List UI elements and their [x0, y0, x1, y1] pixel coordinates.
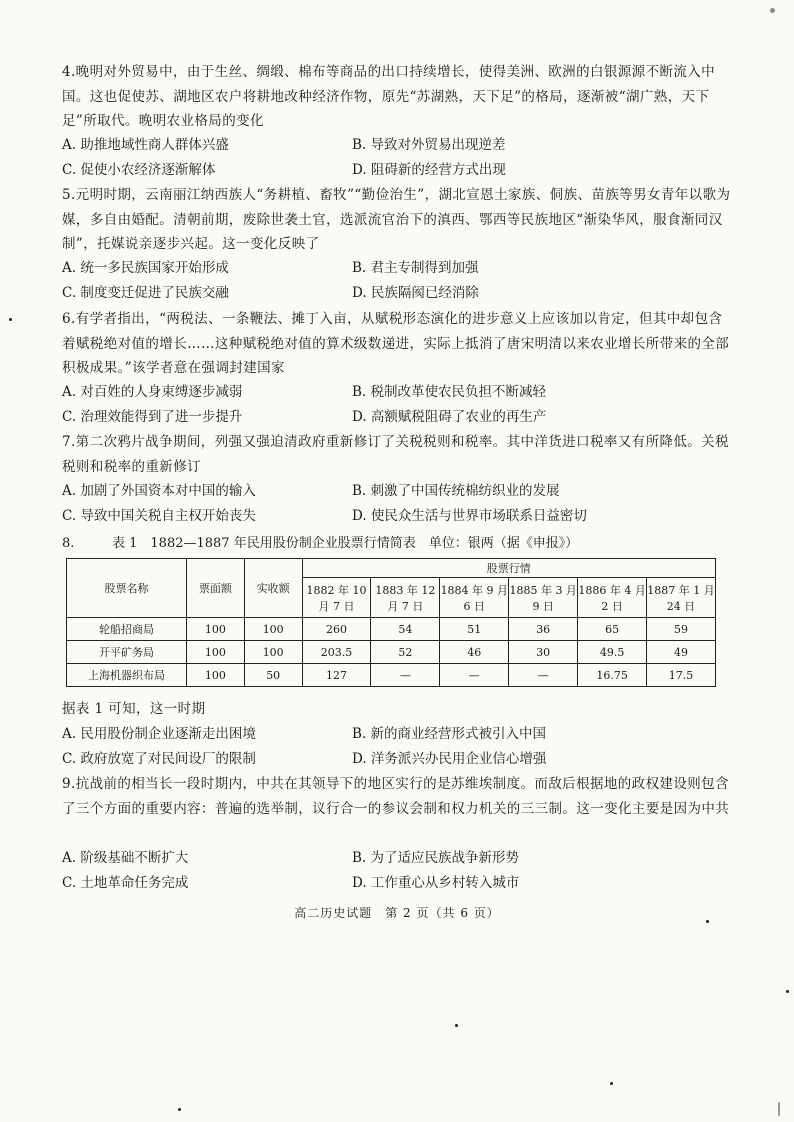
cell-value: 51: [440, 618, 509, 641]
header-date: 1885 年 3 月 9 日: [509, 578, 578, 618]
question-7-stem: 7.第二次鸦片战争期间，列强又强迫清政府重新修订了关税税则和税率。其中洋货进口税率又有所降低。关税税则和税率的重新修订: [62, 434, 729, 475]
header-market: 股票行情: [302, 559, 715, 578]
option-a[interactable]: A. 助推地域性商人群体兴盛: [62, 137, 229, 153]
cell-paid: 100: [244, 641, 302, 664]
cell-value: 49: [647, 641, 716, 664]
question-8-number: 8.: [62, 536, 75, 551]
option-d[interactable]: D. 洋务派兴办民用企业信心增强: [352, 750, 547, 767]
table-row: [67, 641, 716, 664]
header-date: 1883 年 12 月 7 日: [371, 578, 440, 618]
cell-value: 17.5: [647, 664, 716, 687]
option-d[interactable]: D. 民族隔阂已经消除: [352, 284, 479, 301]
cell-paid: 50: [244, 664, 302, 687]
option-a[interactable]: A. 对百姓的人身束缚逐步减弱: [62, 384, 243, 400]
option-b[interactable]: B. 导致对外贸易出现逆差: [352, 137, 506, 153]
cell-value: 59: [647, 618, 716, 641]
cell-value: 30: [509, 641, 578, 664]
table-row: [67, 664, 716, 687]
question-6-stem: 6.有学者指出，“两税法、一条鞭法、摊丁入亩，从赋税形态演化的进步意义上应该加以肯定，但其中却包含着赋税绝对值的增长……这种赋税绝对值的算术级数递进，实际上抵消了唐宋明清以来农业增长所带来的全部积极成果。”该学者意在强调封建国家: [62, 311, 730, 376]
cell-value: —: [371, 664, 440, 687]
option-a[interactable]: A. 加剧了外国资本对中国的输入: [62, 483, 256, 499]
cell-value: —: [440, 664, 509, 687]
scan-speck: [9, 318, 12, 321]
stock-table: [66, 558, 716, 687]
cell-value: 49.5: [578, 641, 647, 664]
option-c[interactable]: C. 土地革命任务完成: [62, 874, 189, 891]
option-d[interactable]: D. 使民众生活与世界市场联系日益密切: [352, 507, 587, 524]
option-c[interactable]: C. 治理效能得到了进一步提升: [62, 408, 243, 425]
scan-speck: [706, 920, 709, 923]
cell-value: 127: [302, 664, 371, 687]
scan-speck: [610, 1082, 613, 1085]
option-b[interactable]: B. 刺激了中国传统棉纺织业的发展: [352, 483, 560, 499]
cell-value: 260: [302, 618, 371, 641]
header-stock-name: 股票名称: [67, 559, 187, 618]
option-b[interactable]: B. 为了适应民族战争新形势: [352, 850, 520, 866]
cell-value: 65: [578, 618, 647, 641]
table-row: [67, 618, 716, 641]
header-date: 1884 年 9 月 6 日: [440, 578, 509, 618]
question-9-stem: 9.抗战前的相当长一段时期内，中共在其领导下的地区实行的是苏维埃制度。而敌后根据地的政权建设则包含了三个方面的重要内容：普遍的选举制，议行合一的参议会制和权力机关的三三制。这一变化主要是因为中共: [62, 776, 730, 817]
cell-face: 100: [187, 641, 245, 664]
option-c[interactable]: C. 制度变迁促进了民族交融: [62, 284, 229, 301]
option-b[interactable]: B. 君主专制得到加强: [352, 260, 479, 276]
question-8-prompt: 据表 1 可知，这一时期: [62, 701, 206, 717]
option-d[interactable]: D. 高额赋税阻碍了农业的再生产: [352, 408, 547, 425]
header-date: 1882 年 10 月 7 日: [302, 578, 371, 618]
cell-face: 100: [187, 664, 245, 687]
option-b[interactable]: B. 税制改革使农民负担不断减轻: [352, 384, 547, 400]
cell-name: 轮船招商局: [67, 618, 187, 641]
question-8-caption: [62, 532, 762, 551]
option-c[interactable]: C. 政府放宽了对民间设厂的限制: [62, 750, 256, 767]
cell-value: 52: [371, 641, 440, 664]
option-d[interactable]: D. 工作重心从乡村转入城市: [352, 874, 520, 891]
scan-speck: [778, 1102, 780, 1116]
cell-face: 100: [187, 618, 245, 641]
scan-speck: [178, 1108, 181, 1111]
question-4-stem: 4.晚明对外贸易中，由于生丝、绸缎、棉布等商品的出口持续增长，使得美洲、欧洲的白银源源不断流入中国。这也促使苏、湖地区农户将耕地改种经济作物，原先“苏湖熟，天下足”的格局，逐渐被“湖广熟，天下足”所取代。晚明农业格局的变化: [62, 64, 716, 129]
scan-speck: [455, 1024, 458, 1027]
header-face-value: 票面额: [187, 559, 245, 618]
option-b[interactable]: B. 新的商业经营形式被引入中国: [352, 726, 547, 742]
option-a[interactable]: A. 统一多民族国家开始形成: [62, 260, 229, 276]
cell-name: 开平矿务局: [67, 641, 187, 664]
option-c[interactable]: C. 导致中国关税自主权开始丧失: [62, 507, 256, 524]
option-a[interactable]: A. 民用股份制企业逐渐走出困境: [62, 726, 256, 742]
cell-paid: 100: [244, 618, 302, 641]
cell-value: 54: [371, 618, 440, 641]
scan-speck: [770, 8, 775, 13]
option-d[interactable]: D. 阻碍新的经营方式出现: [352, 161, 506, 178]
cell-value: 16.75: [578, 664, 647, 687]
cell-value: 36: [509, 618, 578, 641]
table-caption: 表 1 1882—1887 年民用股份制企业股票行情简表 单位：银两（据《申报》）: [112, 536, 579, 551]
option-a[interactable]: A. 阶级基础不断扩大: [62, 850, 189, 866]
cell-value: 203.5: [302, 641, 371, 664]
header-date: 1886 年 4 月 2 日: [578, 578, 647, 618]
question-5-stem: 5.元明时期，云南丽江纳西族人“务耕植、畜牧”“勤俭治生”，湖北宣恩土家族、侗族、苗族等男女青年以歌为媒，多自由婚配。清朝前期，废除世袭土官，选派流官治下的滇西、鄂西等民族地区“渐染华风，服食渐同汉制”，托媒说亲逐步兴起。这一变化反映了: [62, 187, 731, 252]
cell-value: 46: [440, 641, 509, 664]
scan-speck: [786, 990, 789, 993]
page-footer: 高二历史试题 第 2 页（共 6 页）: [294, 906, 500, 920]
cell-name: 上海机器织布局: [67, 664, 187, 687]
header-date: 1887 年 1 月 24 日: [647, 578, 716, 618]
header-paid-value: 实收额: [244, 559, 302, 618]
option-c[interactable]: C. 促使小农经济逐渐解体: [62, 161, 216, 178]
cell-value: —: [509, 664, 578, 687]
